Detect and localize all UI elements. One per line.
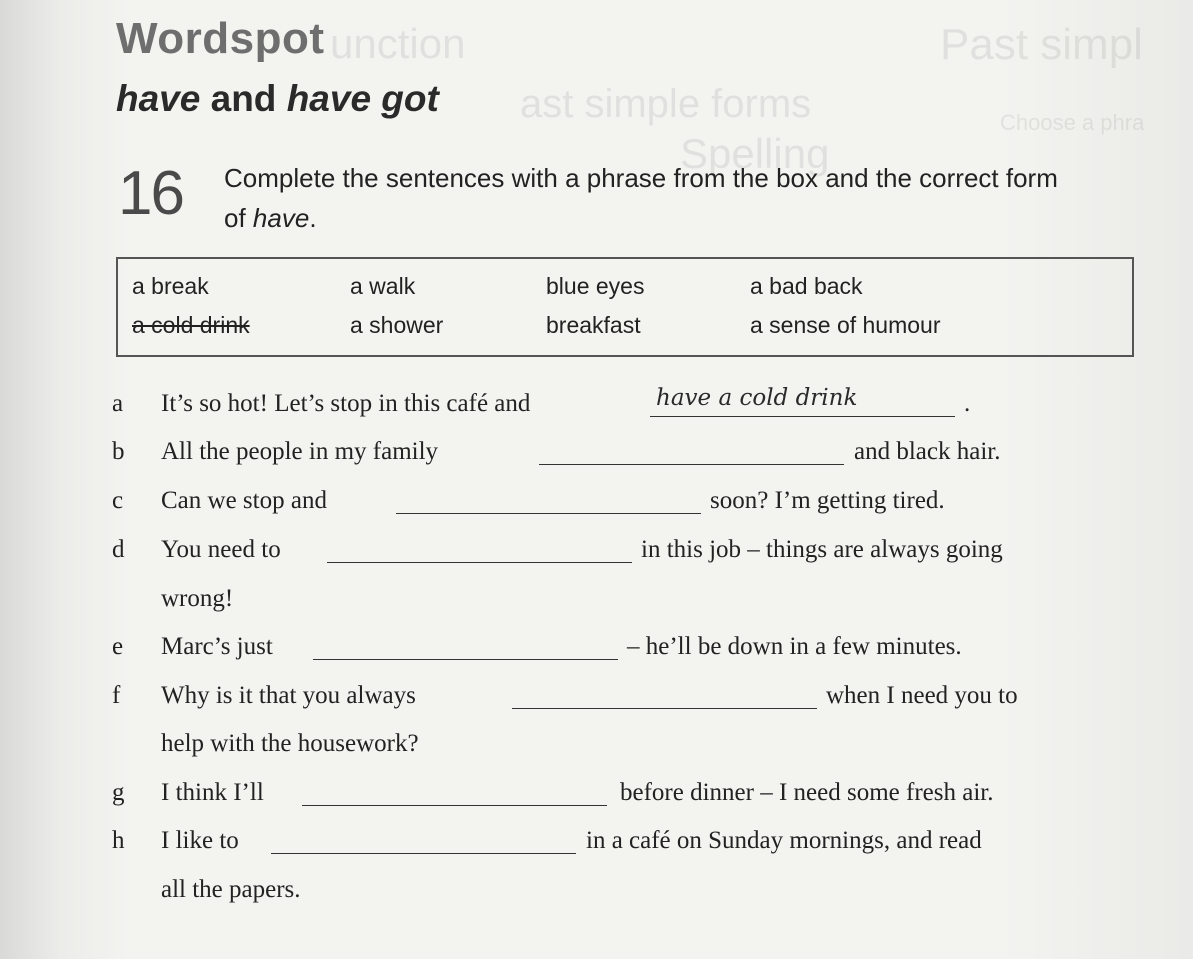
sentence-a-handwritten-answer: have a cold drink xyxy=(656,385,858,411)
sentence-d-text: You need to xyxy=(161,536,281,563)
sentence-h-end: in a café on Sunday mornings, and read xyxy=(586,827,982,854)
page-subtitle xyxy=(116,78,439,120)
sentence-letter-g: g xyxy=(112,779,125,806)
phrase-item: breakfast xyxy=(546,312,641,338)
exercise-instruction xyxy=(224,158,1084,238)
sentence-letter-a: a xyxy=(112,390,124,417)
phrase-item: blue eyes xyxy=(546,273,645,299)
sentence-a-end: . xyxy=(964,390,971,417)
sentence-g-end: before dinner – I need some fresh air. xyxy=(620,779,994,806)
phrase-item: a sense of humour xyxy=(750,312,941,338)
sentence-b-text: All the people in my family xyxy=(161,438,439,465)
sentence-b-blank[interactable] xyxy=(539,464,844,465)
sentence-d-blank[interactable] xyxy=(327,562,632,563)
phrase-item: a shower xyxy=(350,312,444,338)
sentence-c-end: soon? I’m getting tired. xyxy=(710,487,945,514)
sentence-letter-b: b xyxy=(112,438,125,465)
instruction-italic-have: have xyxy=(252,203,310,233)
sentence-d-continuation: wrong! xyxy=(161,585,234,612)
show-through-text: unction xyxy=(330,20,466,67)
sentence-e-blank[interactable] xyxy=(313,659,618,660)
sentence-letter-h: h xyxy=(112,827,125,854)
sentence-letter-e: e xyxy=(112,633,124,660)
sentence-f-text: Why is it that you always xyxy=(161,682,416,709)
sentence-c-blank[interactable] xyxy=(396,513,701,514)
sentence-g-blank[interactable] xyxy=(302,805,607,806)
page-title: Wordspot xyxy=(116,14,325,63)
sentence-a-text: It’s so hot! Let’s stop in this café and xyxy=(161,390,531,417)
show-through-text: Choose a phra xyxy=(1000,110,1145,135)
sentence-h-blank[interactable] xyxy=(271,853,576,854)
sentence-f-continuation: help with the housework? xyxy=(161,730,419,757)
phrase-item: a break xyxy=(132,273,209,299)
subtitle-italic-have: have xyxy=(116,78,201,119)
sentence-letter-d: d xyxy=(112,536,125,563)
sentence-a-blank[interactable] xyxy=(650,416,955,417)
sentence-g-text: I think I’ll xyxy=(161,779,264,806)
sentence-c-text: Can we stop and xyxy=(161,487,327,514)
sentence-e-text: Marc’s just xyxy=(161,633,273,660)
sentence-letter-c: c xyxy=(112,487,124,514)
exercise-number: 16 xyxy=(118,159,183,228)
sentence-f-end: when I need you to xyxy=(826,682,1018,709)
phrase-box xyxy=(116,257,1134,357)
show-through-text: Past simpl xyxy=(940,20,1143,69)
sentence-e-end: – he’ll be down in a few minutes. xyxy=(627,633,962,660)
sentence-b-end: and black hair. xyxy=(854,438,1001,465)
show-through-text: Spelling xyxy=(680,130,830,177)
sentence-f-blank[interactable] xyxy=(512,708,817,709)
subtitle-italic-have-got: have got xyxy=(286,78,439,119)
sentence-h-continuation: all the papers. xyxy=(161,876,301,903)
subtitle-and: and xyxy=(200,78,287,119)
instruction-period: . xyxy=(309,203,317,233)
show-through-text: ast simple forms xyxy=(520,82,812,126)
phrase-item: a bad back xyxy=(750,273,863,299)
sentence-h-text: I like to xyxy=(161,827,239,854)
phrase-item: a walk xyxy=(350,273,416,299)
phrase-item-crossed-out: a cold drink xyxy=(132,312,250,338)
instruction-text: Complete the sentences with a phrase from the box and the correct form of xyxy=(224,163,1058,233)
sentence-d-end: in this job – things are always going xyxy=(641,536,1003,563)
sentence-letter-f: f xyxy=(112,682,121,709)
